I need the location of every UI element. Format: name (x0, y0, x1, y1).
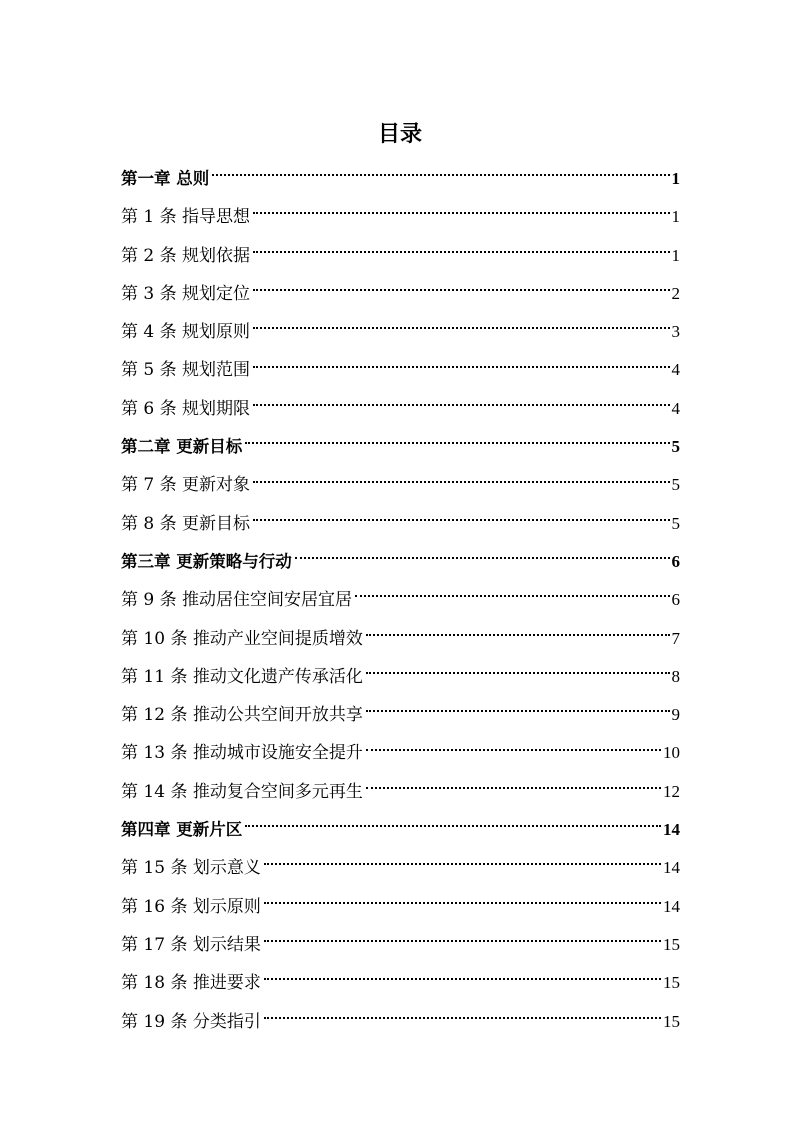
dot-leader (253, 481, 669, 483)
toc-entry-page-number: 5 (671, 437, 680, 457)
toc-entry-page-number: 1 (671, 207, 680, 227)
toc-entry-label: 第 14 条 推动复合空间多元再生 (121, 781, 363, 802)
toc-entry-page-number: 6 (671, 590, 680, 610)
dot-leader (355, 595, 669, 597)
toc-article-entry[interactable] (121, 849, 680, 887)
dot-leader (253, 519, 669, 521)
dot-leader (366, 787, 661, 789)
toc-article-entry[interactable] (121, 198, 680, 236)
dot-leader (245, 825, 661, 827)
dot-leader (264, 863, 661, 865)
toc-entry-page-number: 10 (663, 743, 680, 763)
toc-article-entry[interactable] (121, 734, 680, 772)
toc-article-entry[interactable] (121, 237, 680, 275)
toc-entry-label: 第二章 更新目标 (121, 437, 243, 457)
toc-entry-label: 第 18 条 推进要求 (121, 973, 261, 994)
toc-entry-page-number: 15 (663, 1011, 680, 1031)
toc-entry-label: 第 1 条 指导思想 (121, 207, 251, 228)
toc-entry-page-number: 3 (671, 322, 680, 342)
toc-entry-label: 第四章 更新片区 (121, 820, 243, 840)
dot-leader (295, 557, 670, 559)
dot-leader (253, 251, 669, 253)
dot-leader (366, 672, 670, 674)
dot-leader (264, 978, 661, 980)
toc-article-entry[interactable] (121, 1003, 680, 1041)
toc-entry-label: 第 11 条 推动文化遗产传承活化 (121, 666, 363, 687)
toc-entry-label: 第 17 条 划示结果 (121, 934, 261, 955)
dot-leader (366, 634, 670, 636)
toc-entry-page-number: 15 (663, 934, 680, 954)
toc-chapter-entry[interactable] (121, 811, 680, 849)
toc-article-entry[interactable] (121, 581, 680, 619)
dot-leader (264, 902, 661, 904)
toc-article-entry[interactable] (121, 926, 680, 964)
toc-entry-page-number: 1 (671, 169, 680, 188)
toc-entry-label: 第 12 条 推动公共空间开放共享 (121, 705, 363, 726)
dot-leader (253, 289, 669, 291)
dot-leader (253, 404, 669, 406)
toc-article-entry[interactable] (121, 620, 680, 658)
dot-leader (253, 366, 669, 368)
toc-entry-page-number: 7 (671, 628, 680, 648)
toc-list (121, 160, 680, 1041)
toc-article-entry[interactable] (121, 888, 680, 926)
toc-entry-page-number: 4 (671, 398, 680, 418)
toc-entry-page-number: 14 (663, 820, 680, 840)
toc-chapter-entry[interactable] (121, 543, 680, 581)
toc-title: 目录 (377, 122, 422, 147)
toc-entry-page-number: 14 (663, 896, 680, 916)
toc-entry-page-number: 9 (671, 705, 680, 725)
toc-article-entry[interactable] (121, 696, 680, 734)
toc-entry-page-number: 5 (671, 475, 680, 495)
toc-entry-label: 第 7 条 更新对象 (121, 475, 251, 496)
dot-leader (245, 442, 669, 444)
toc-entry-label: 第 13 条 推动城市设施安全提升 (121, 743, 363, 764)
toc-entry-label: 第 3 条 规划定位 (121, 283, 251, 304)
toc-entry-page-number: 2 (671, 283, 680, 303)
toc-article-entry[interactable] (121, 351, 680, 389)
toc-entry-page-number: 6 (671, 551, 680, 571)
toc-entry-page-number: 12 (663, 781, 680, 801)
toc-article-entry[interactable] (121, 964, 680, 1002)
toc-entry-label: 第 5 条 规划范围 (121, 360, 251, 381)
toc-entry-label: 第 10 条 推动产业空间提质增效 (121, 628, 363, 649)
toc-entry-label: 第一章 总则 (121, 169, 210, 188)
toc-entry-page-number: 14 (663, 858, 680, 878)
dot-leader (264, 940, 661, 942)
toc-entry-label: 第 6 条 规划期限 (121, 398, 251, 419)
toc-entry-label: 第 19 条 分类指引 (121, 1011, 261, 1032)
toc-entry-label: 第 2 条 规划依据 (121, 245, 251, 266)
toc-entry-label: 第 16 条 划示原则 (121, 896, 261, 917)
dot-leader (264, 1017, 661, 1019)
toc-entry-label: 第 9 条 推动居住空间安居宜居 (121, 590, 353, 611)
toc-entry-label: 第 4 条 规划原则 (121, 322, 251, 343)
toc-entry-page-number: 4 (671, 360, 680, 380)
toc-article-entry[interactable] (121, 275, 680, 313)
toc-article-entry[interactable] (121, 466, 680, 504)
toc-entry-page-number: 15 (663, 973, 680, 993)
dot-leader (366, 710, 670, 712)
toc-entry-page-number: 5 (671, 513, 680, 533)
dot-leader (366, 749, 661, 751)
dot-leader (253, 327, 669, 329)
toc-chapter-entry[interactable] (121, 428, 680, 466)
toc-article-entry[interactable] (121, 313, 680, 351)
dot-leader (253, 212, 669, 214)
dot-leader (212, 174, 669, 176)
toc-article-entry[interactable] (121, 773, 680, 811)
toc-article-entry[interactable] (121, 658, 680, 696)
toc-entry-label: 第 15 条 划示意义 (121, 858, 261, 879)
toc-chapter-entry[interactable] (121, 160, 680, 198)
toc-entry-label: 第三章 更新策略与行动 (121, 551, 292, 571)
toc-entry-page-number: 1 (671, 245, 680, 265)
toc-entry-label: 第 8 条 更新目标 (121, 513, 251, 534)
toc-entry-page-number: 8 (671, 666, 680, 686)
toc-article-entry[interactable] (121, 390, 680, 428)
toc-article-entry[interactable] (121, 505, 680, 543)
